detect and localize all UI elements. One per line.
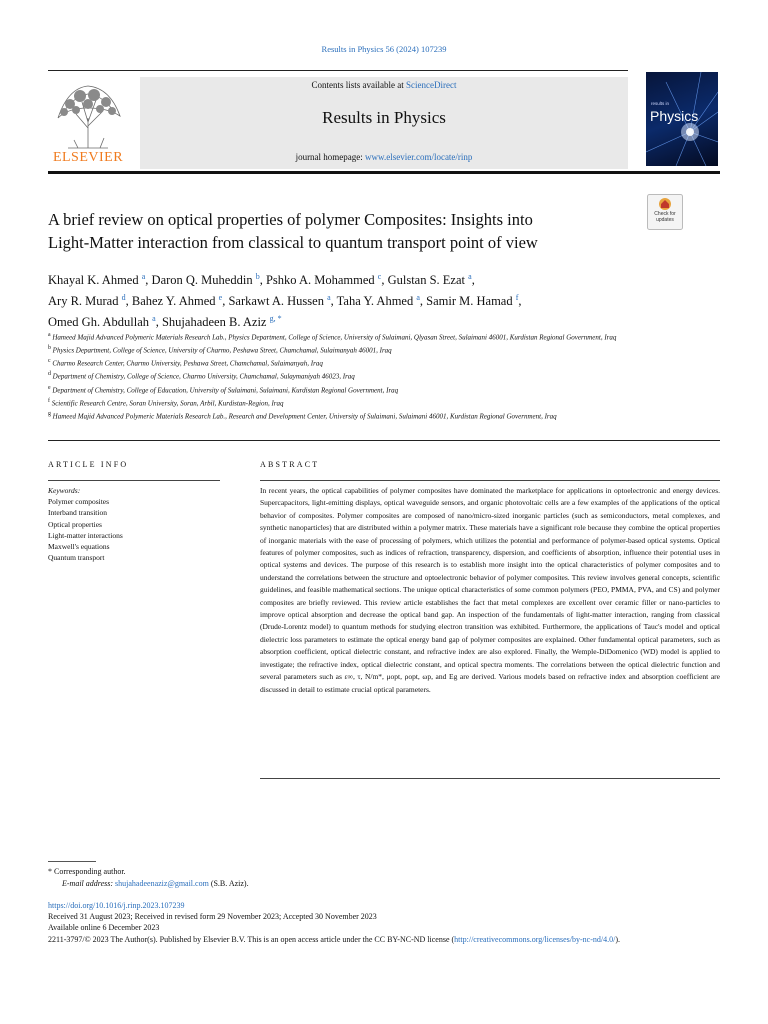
- affiliation-text: Charmo Research Center, Charmo University, Peshawa Street, Chamchamal, Sulaimanyah, Iraq: [52, 359, 323, 368]
- author-name: Khayal K. Ahmed: [48, 273, 139, 288]
- author-name: Shujahadeen B. Aziz: [161, 315, 267, 330]
- author-name: Samir M. Hamad: [426, 294, 513, 309]
- license-prefix: 2211-3797/© 2023 The Author(s). Published by Elsevier B.V. This is an open access article under the CC BY-NC-ND license (: [48, 934, 455, 944]
- cover-subtitle: results in: [651, 101, 670, 106]
- keyword-item: Maxwell's equations: [48, 542, 110, 552]
- author-affiliation-link[interactable]: a: [468, 272, 472, 281]
- affiliation-marker: d: [48, 371, 51, 378]
- license-statement: [48, 934, 720, 945]
- check-label-line-2: updates: [656, 216, 674, 223]
- doi-link[interactable]: https://doi.org/10.1016/j.rinp.2023.107239: [48, 901, 185, 910]
- received-dates: Received 31 August 2023; Received in revised form 29 November 2023; Accepted 30 November 2023: [48, 912, 377, 922]
- keyword-item: Interband transition: [48, 508, 107, 518]
- top-divider: [48, 70, 628, 71]
- abstract-heading: ABSTRACT: [260, 460, 320, 469]
- article-info-divider: [48, 480, 220, 481]
- keyword-item: Polymer composites: [48, 497, 110, 507]
- contents-line: [140, 80, 628, 90]
- author-name: Gulstan S. Ezat: [387, 273, 465, 288]
- affiliation-list: [48, 330, 720, 422]
- author-affiliation-link[interactable]: c: [377, 272, 382, 281]
- check-for-updates-label: [645, 212, 685, 223]
- sciencedirect-link[interactable]: ScienceDirect: [406, 80, 457, 90]
- license-suffix: ).: [615, 934, 620, 944]
- keyword-item: Optical properties: [48, 519, 102, 529]
- author-name: Omed Gh. Abdullah: [48, 315, 150, 330]
- corresponding-author-note: * Corresponding author.: [48, 867, 126, 876]
- bibliographic-info: [48, 900, 720, 945]
- license-link[interactable]: http://creativecommons.org/licenses/by-nc-nd/4.0/: [454, 934, 616, 944]
- email-line: [48, 878, 720, 890]
- affiliation-item: [48, 343, 720, 356]
- affiliation-marker: a: [48, 332, 51, 338]
- author-affiliation-link[interactable]: f: [515, 293, 519, 303]
- author-affiliation-link[interactable]: a: [141, 272, 146, 281]
- affiliation-text: Scientific Research Centre, Soran University, Soran, Arbil, Kurdistan-Region, Iraq: [51, 398, 284, 407]
- author-name: Sarkawt A. Hussen: [228, 294, 324, 309]
- homepage-link[interactable]: www.elsevier.com/locate/rinp: [365, 152, 473, 162]
- author-affiliation-link[interactable]: g, *: [269, 314, 282, 324]
- affiliation-text: Department of Chemistry, College of Education, University of Sulaimani, Sulaimani, Kurdistan Regional Government, Iraq: [52, 385, 399, 394]
- abstract-bottom-divider: [260, 778, 720, 779]
- affiliation-marker: b: [48, 345, 51, 352]
- keywords-block: [48, 485, 228, 563]
- author-name: Pshko A. Mohammed: [265, 273, 375, 288]
- article-title: [48, 208, 638, 254]
- author-name: Ary R. Murad: [48, 294, 119, 309]
- affiliation-item: [48, 369, 720, 382]
- affiliation-text: Department of Chemistry, College of Science, Charmo University, Chamchamal, Sulaymaniyah 46023, Iraq: [52, 372, 355, 381]
- affiliation-marker: g: [48, 410, 51, 417]
- email-label: E-mail address:: [62, 878, 116, 888]
- affiliation-text: Hameed Majid Advanced Polymeric Materials Research Lab., Research and Development Center, University of Sulaimani, Sulaimani 46001, Kurdistan Regional Government, Iraq: [52, 412, 557, 421]
- cover-title: Physics: [650, 108, 699, 124]
- affiliation-text: Physics Department, College of Science, University of Charmo, Peshawa Street, Chamchamal, Sulaimanyah 46001, Iraq: [52, 346, 392, 355]
- author-line-3: Omed Gh. Abdullah $^a$, Shujahadeen B. Aziz $^{g, *}$: [48, 314, 282, 330]
- corresponding-footnote: [48, 866, 720, 889]
- affiliation-item: [48, 356, 720, 369]
- affiliation-item: [48, 396, 720, 409]
- author-name: Daron Q. Muheddin: [151, 273, 253, 288]
- header-thick-divider: [48, 171, 720, 174]
- keywords-label: Keywords:: [48, 486, 81, 495]
- affiliation-marker: e: [48, 384, 51, 391]
- article-title-line-2: Light-Matter interaction from classical to quantum transport point of view: [48, 233, 538, 252]
- author-affiliation-link[interactable]: a: [327, 293, 331, 303]
- journal-title: Results in Physics: [322, 108, 446, 127]
- available-online-date: Available online 6 December 2023: [48, 923, 160, 933]
- affiliation-text: Hameed Majid Advanced Polymeric Materials Research Lab., Physics Department, College of Science, University of Sulaimani, Qlyasan Street, Sulaimani 46001, Kurdistan Regional Government, Iraq: [52, 333, 617, 342]
- author-affiliation-link[interactable]: d: [121, 293, 126, 303]
- abstract-text: In recent years, the optical capabilities of polymer composites have dominated the marketplace for applications in optoelectronic and energy devices. Supercapacitors, light-emitting displays, optical waveguide sensors, and organic photovoltaic cells are a few examples of the applications of the optical behavior of composites. Polymer composites are composed of nano/micro-sized inorganic particles (such as semiconductors, metal complexes, and synthetic nanoparticles) that are distributed within a polymer matrix. These materials have a significant role because they combine the optical properties of inorganic materials with the ease of processing of polymers, which utilizes the potential and performance of polymer-based optical systems. Optical features of polymer composites, such as indices of refraction, transparency, dispersion, and coefficients of absorption, influence their potential uses in optical systems and devices. The purpose of this research is to establish more insight into the optical characteristics of polymer composites and to understand the correlations between the structure and optoelectronic behavior of polymer composites. This review involves general concepts, scientific guidelines, and feasible mathematical sections. The unique optical characteristics of some common polymers (PEO, PMMA, PVA, and CS) and polymer composites are briefly reviewed. This review article establishes the fact that metal complexes are excellent over ceramic filler or nano-particles to improve optical absorption and decrease the optical band gap. An inspection of the fundamentals of light-matter interaction, ranging from classical (Drude-Lorentz model) to quantum methods for studying electron transition was exhibited. Furthermore, the applications of Tauc's model and optical dielectric loss parameters to estimate the optical energy band gap of polymer composites are explained. Other fundamental optical parameters, such as absorption coefficient, optical dielectric constant, and refractive index are also explored. Finally, the Wemple-DiDomenico (WD) model is applied to investigate; the refractive index, optical dielectric constant, and optical spectra moments. The correlations between the optical dielectric function and several parameters such as ε∞, τ, N/m*, μopt, ρopt, ωp, and Eg are derived. Various models based on refractive index and absorption coefficient are discussed in detail to estimate crucial optical parameters.: [260, 486, 720, 694]
- keyword-item: Light-matter interactions: [48, 530, 123, 540]
- journal-reference-link[interactable]: Results in Physics 56 (2024) 107239: [321, 44, 447, 54]
- author-line-1: Khayal K. Ahmed $^a$, Daron Q. Muheddin $^b$, Pshko A. Mohammed $^c$, Gulstan S. Ezat $^a$,: [48, 272, 475, 288]
- article-info-heading: ARTICLE INFO: [48, 460, 129, 469]
- author-name: Taha Y. Ahmed: [336, 294, 414, 309]
- publisher-wordmark: ELSEVIER: [52, 150, 124, 165]
- check-label-line-1: Check for: [654, 211, 676, 217]
- author-list: [48, 268, 720, 331]
- section-divider: [48, 440, 720, 441]
- author-name: Bahez Y. Ahmed: [131, 294, 216, 309]
- contents-prefix: Contents lists available at: [311, 80, 406, 90]
- author-affiliation-link[interactable]: a: [416, 293, 420, 303]
- affiliation-item: [48, 409, 720, 422]
- affiliation-item: [48, 330, 720, 343]
- homepage-prefix: journal homepage:: [295, 152, 366, 162]
- abstract-divider: [260, 480, 720, 481]
- affiliation-marker: c: [48, 358, 51, 365]
- article-title-line-1: A brief review on optical properties of polymer Composites: Insights into: [48, 210, 533, 229]
- homepage-line: [140, 152, 628, 162]
- email-link[interactable]: shujahadeenaziz@gmail.com: [115, 878, 209, 888]
- email-suffix: (S.B. Aziz).: [208, 878, 249, 888]
- author-affiliation-link[interactable]: e: [218, 293, 223, 303]
- author-affiliation-link[interactable]: a: [152, 314, 156, 324]
- keyword-item: Quantum transport: [48, 553, 105, 563]
- affiliation-marker: f: [48, 397, 50, 404]
- author-line-2: Ary R. Murad $^d$, Bahez Y. Ahmed $^e$, Sarkawt A. Hussen $^a$, Taha Y. Ahmed $^a$, Samir M. Hamad $^f$,: [48, 293, 522, 309]
- affiliation-item: [48, 383, 720, 396]
- footnote-divider: [48, 861, 96, 862]
- author-affiliation-link[interactable]: b: [255, 272, 260, 281]
